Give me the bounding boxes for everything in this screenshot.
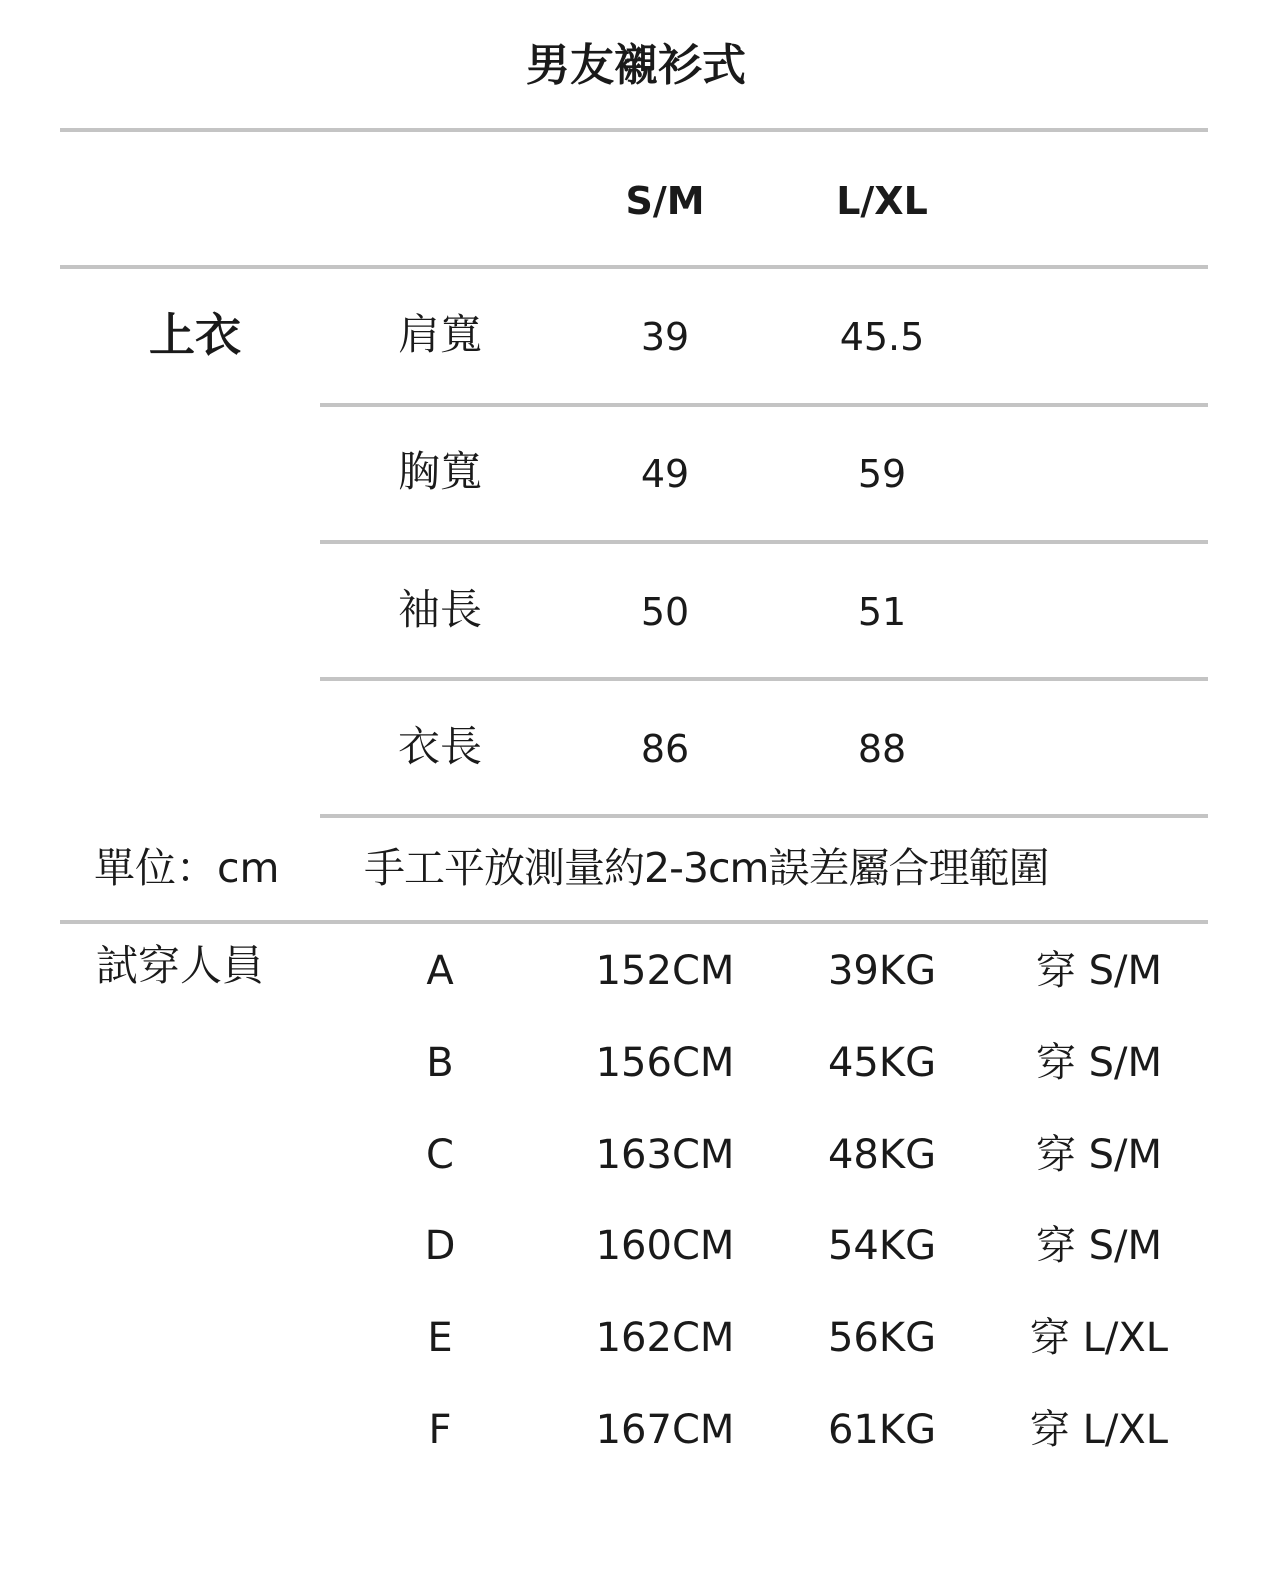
model-wears: 穿 L/XL [1029, 1315, 1169, 1361]
section-label-top: 上衣 [149, 308, 241, 362]
unit-label: 單位：cm [94, 844, 280, 892]
model-id: F [428, 1407, 452, 1453]
model-weight: 48KG [827, 1132, 937, 1178]
header-size-sm: S/M [625, 179, 705, 223]
model-weight: 54KG [827, 1223, 937, 1269]
divider-row [320, 403, 1208, 407]
measurement-value-sm: 49 [640, 452, 690, 496]
divider-row [320, 677, 1208, 681]
measurement-value-lxl: 51 [857, 590, 907, 634]
model-wears: 穿 S/M [1035, 1040, 1163, 1086]
header-size-lxl: L/XL [836, 179, 928, 223]
model-id: D [424, 1223, 456, 1269]
models-label: 試穿人員 [96, 941, 265, 990]
model-id: C [426, 1132, 454, 1178]
model-height: 167CM [595, 1407, 735, 1453]
unit-note: 手工平放測量約2-3cm誤差屬合理範圍 [364, 844, 1049, 892]
measurement-value-lxl: 45.5 [839, 315, 925, 359]
divider-row [320, 540, 1208, 544]
model-wears: 穿 S/M [1035, 948, 1163, 994]
model-height: 163CM [595, 1132, 735, 1178]
model-weight: 39KG [827, 948, 937, 994]
measurement-label: 肩寬 [397, 310, 483, 359]
model-height: 162CM [595, 1315, 735, 1361]
model-height: 152CM [595, 948, 735, 994]
model-height: 156CM [595, 1040, 735, 1086]
model-weight: 45KG [827, 1040, 937, 1086]
model-weight: 61KG [827, 1407, 937, 1453]
measurement-label: 衣長 [397, 722, 483, 771]
model-id: B [426, 1040, 454, 1086]
divider-row [320, 814, 1208, 818]
divider-top [60, 128, 1208, 132]
divider-header [60, 265, 1208, 269]
model-id: A [426, 948, 454, 994]
divider-models [60, 920, 1208, 924]
model-wears: 穿 L/XL [1029, 1407, 1169, 1453]
model-weight: 56KG [827, 1315, 937, 1361]
measurement-value-sm: 39 [640, 315, 690, 359]
measurement-value-lxl: 88 [857, 727, 907, 771]
measurement-label: 胸寬 [397, 447, 483, 496]
measurement-value-sm: 50 [640, 590, 690, 634]
page-title: 男友襯衫式 [526, 40, 746, 91]
model-wears: 穿 S/M [1035, 1132, 1163, 1178]
measurement-value-lxl: 59 [857, 452, 907, 496]
model-id: E [427, 1315, 453, 1361]
model-height: 160CM [595, 1223, 735, 1269]
measurement-label: 袖長 [397, 585, 483, 634]
measurement-value-sm: 86 [640, 727, 690, 771]
model-wears: 穿 S/M [1035, 1223, 1163, 1269]
